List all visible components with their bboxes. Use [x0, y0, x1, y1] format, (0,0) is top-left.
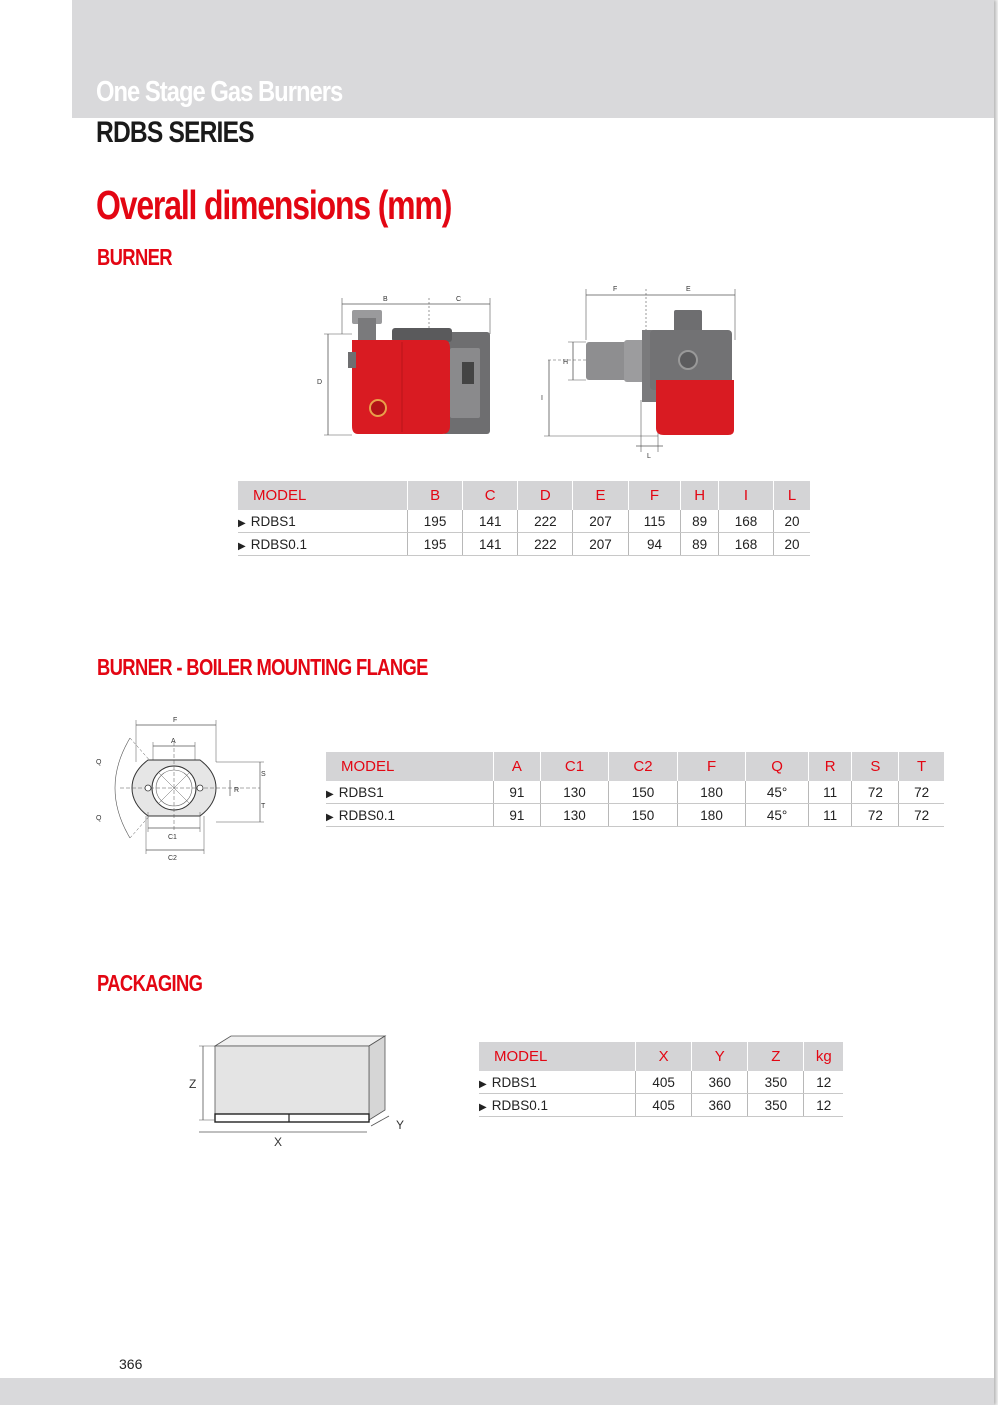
table-cell: 222 — [518, 533, 573, 556]
table-cell: 350 — [748, 1094, 804, 1117]
table-cell: 141 — [463, 510, 518, 533]
column-header: T — [899, 752, 944, 781]
burner-front-view-drawing — [538, 280, 743, 460]
column-header: H — [681, 481, 719, 510]
model-name: RDBS1 — [338, 784, 384, 800]
table-cell: 360 — [692, 1094, 748, 1117]
table-cell: 168 — [718, 510, 773, 533]
table-cell: 45° — [746, 781, 808, 804]
column-header: MODEL — [238, 481, 408, 510]
column-header: S — [852, 752, 899, 781]
table-cell: 180 — [677, 781, 746, 804]
column-header: A — [494, 752, 541, 781]
section-title-burner: BURNER — [97, 244, 172, 270]
table-cell: 72 — [852, 781, 899, 804]
table-cell: 91 — [494, 804, 541, 827]
arrow-right-icon: ▶ — [238, 517, 246, 529]
model-cell — [238, 533, 408, 556]
column-header: Q — [746, 752, 808, 781]
table-row — [326, 781, 944, 804]
flange-label-r: R — [234, 787, 240, 794]
table-cell: 405 — [636, 1094, 692, 1117]
model-cell — [238, 510, 408, 533]
packaging-label-z: Z — [189, 1077, 197, 1091]
model-cell — [326, 781, 494, 804]
table-cell: 72 — [852, 804, 899, 827]
flange-label-c1: C1 — [168, 834, 177, 841]
packaging-box-drawing — [185, 1032, 415, 1150]
model-name: RDBS1 — [250, 513, 296, 529]
table-header-row — [479, 1042, 843, 1071]
flange-label-q-bottom: Q — [96, 815, 102, 822]
section-title-flange: BURNER - BOILER MOUNTING FLANGE — [97, 654, 428, 680]
arrow-right-icon: ▶ — [238, 540, 246, 552]
column-header: C1 — [540, 752, 609, 781]
column-header: Y — [692, 1042, 748, 1071]
model-name: RDBS0.1 — [250, 536, 307, 552]
table-cell: 130 — [540, 781, 609, 804]
table-cell: 115 — [628, 510, 681, 533]
column-header: L — [774, 481, 810, 510]
table-cell: 207 — [573, 510, 628, 533]
series-title: RDBS SERIES — [96, 116, 254, 149]
column-header: F — [628, 481, 681, 510]
column-header: I — [718, 481, 773, 510]
arrow-right-icon: ▶ — [326, 811, 334, 823]
column-header: kg — [804, 1042, 843, 1071]
page-title: Overall dimensions (mm) — [96, 182, 452, 228]
table-header-row — [326, 752, 944, 781]
dim-label-e: E — [686, 286, 691, 293]
column-header: MODEL — [479, 1042, 636, 1071]
arrow-right-icon: ▶ — [479, 1101, 487, 1113]
table-row — [238, 510, 810, 533]
table-cell: 89 — [681, 510, 719, 533]
column-header: C — [463, 481, 518, 510]
dim-label-h: H — [563, 359, 569, 366]
table-cell: 168 — [718, 533, 773, 556]
model-name: RDBS1 — [491, 1074, 537, 1090]
table-header-row — [238, 481, 810, 510]
flange-label-c2: C2 — [168, 855, 177, 862]
dim-label-c: C — [456, 296, 462, 303]
flange-dimensions-table — [326, 752, 944, 827]
table-cell: 405 — [636, 1071, 692, 1094]
dim-label-f: F — [613, 286, 618, 293]
column-header: R — [808, 752, 852, 781]
flange-label-q-top: Q — [96, 759, 102, 766]
dim-label-d: D — [317, 379, 323, 386]
flange-label-t: T — [261, 803, 266, 810]
table-cell: 360 — [692, 1071, 748, 1094]
table-row — [479, 1094, 843, 1117]
packaging-label-y: Y — [396, 1118, 405, 1132]
table-cell: 350 — [748, 1071, 804, 1094]
column-header: D — [518, 481, 573, 510]
category-title: One Stage Gas Burners — [96, 76, 343, 108]
mounting-flange-drawing — [90, 712, 275, 872]
flange-label-s: S — [261, 771, 266, 778]
table-cell: 45° — [746, 804, 808, 827]
table-row — [479, 1071, 843, 1094]
packaging-dimensions-table — [479, 1042, 843, 1117]
page-number: 366 — [119, 1356, 143, 1372]
burner-side-view-drawing — [312, 290, 512, 440]
flange-label-a: A — [171, 738, 176, 745]
arrow-right-icon: ▶ — [326, 788, 334, 800]
table-cell: 20 — [774, 510, 810, 533]
table-cell: 89 — [681, 533, 719, 556]
table-cell: 180 — [677, 804, 746, 827]
table-cell: 11 — [808, 781, 852, 804]
packaging-label-x: X — [274, 1135, 283, 1149]
table-row — [238, 533, 810, 556]
column-header: Z — [748, 1042, 804, 1071]
table-cell: 150 — [609, 804, 678, 827]
table-cell: 72 — [899, 804, 944, 827]
table-cell: 91 — [494, 781, 541, 804]
model-cell — [479, 1071, 636, 1094]
column-header: C2 — [609, 752, 678, 781]
flange-label-f: F — [173, 717, 178, 724]
dim-label-l: L — [647, 453, 651, 460]
table-cell: 12 — [804, 1094, 843, 1117]
column-header: E — [573, 481, 628, 510]
table-cell: 150 — [609, 781, 678, 804]
table-cell: 195 — [408, 510, 463, 533]
model-cell — [479, 1094, 636, 1117]
footer-band — [0, 1378, 994, 1405]
table-cell: 207 — [573, 533, 628, 556]
table-row — [326, 804, 944, 827]
model-name: RDBS0.1 — [338, 807, 395, 823]
column-header: B — [408, 481, 463, 510]
table-cell: 141 — [463, 533, 518, 556]
table-cell: 12 — [804, 1071, 843, 1094]
table-cell: 94 — [628, 533, 681, 556]
model-name: RDBS0.1 — [491, 1097, 548, 1113]
column-header: X — [636, 1042, 692, 1071]
section-title-packaging: PACKAGING — [97, 970, 203, 996]
table-cell: 222 — [518, 510, 573, 533]
table-cell: 11 — [808, 804, 852, 827]
table-cell: 20 — [774, 533, 810, 556]
dim-label-i: I — [541, 395, 543, 402]
table-cell: 72 — [899, 781, 944, 804]
burner-dimensions-table — [238, 481, 810, 556]
table-cell: 130 — [540, 804, 609, 827]
arrow-right-icon: ▶ — [479, 1078, 487, 1090]
model-cell — [326, 804, 494, 827]
table-cell: 195 — [408, 533, 463, 556]
column-header: MODEL — [326, 752, 494, 781]
column-header: F — [677, 752, 746, 781]
dim-label-b: B — [383, 296, 388, 303]
